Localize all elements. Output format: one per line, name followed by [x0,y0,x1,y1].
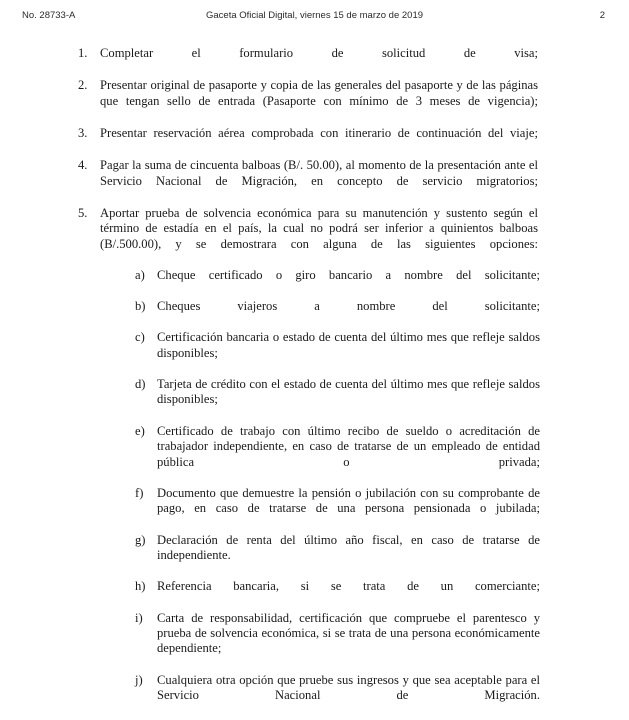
list-marker: d) [135,377,146,392]
list-marker: 2. [78,78,88,93]
requirements-list [0,46,629,719]
list-item [135,486,540,532]
list-marker: a) [135,267,145,282]
options-list [100,268,538,719]
list-item-text: Tarjeta de crédito con el estado de cuenta del último mes que refleje saldos disponibles; [157,377,540,407]
list-item-text: Cheques viajeros a nombre del solicitante; [157,299,540,313]
list-item [135,579,540,610]
list-marker: 1. [78,46,88,60]
list-item [135,611,540,673]
list-marker: b) [135,299,146,313]
list-marker: c) [135,330,145,345]
list-item [135,673,540,719]
document-body [0,46,629,720]
list-item-text: Carta de responsabilidad, certificación que compruebe el parentesco y prueba de solvencia económica, si se trata de una persona económicamente dependiente; [157,610,540,656]
document-number: No. 28733-A [22,10,76,21]
list-marker: e) [135,423,145,438]
list-item-text: Cheque certificado o giro bancario a nombre del solicitante; [157,267,540,282]
list-marker: h) [135,579,146,594]
list-item [78,46,538,77]
publication-title: Gaceta Oficial Digital, viernes 15 de marzo de 2019 [205,10,424,21]
list-marker: 5. [78,206,88,221]
list-item [135,377,540,423]
list-item [78,126,538,157]
list-marker: g) [135,532,146,547]
list-item-text: Presentar reservación aérea comprobada con itinerario de continuación del viaje; [100,126,538,141]
list-marker: j) [135,672,143,687]
list-marker: 4. [78,158,88,173]
list-item-text: Referencia bancaria, si se trata de un comerciante; [157,579,540,594]
list-item-text: Aportar prueba de solvencia económica para su manutención y sustento según el término de estadía en el país, la cual no podrá ser inferior a quinientos balboas (B/.500.00), y se demostrara con alguna de las siguientes opciones: [100,206,538,251]
list-item [135,330,540,376]
list-item [135,533,540,579]
list-item-text: Cualquiera otra opción que pruebe sus ingresos y que sea aceptable para el Servicio Nacional de Migración. [157,672,540,703]
list-marker: i) [135,610,143,625]
list-item [135,268,540,299]
list-item [78,158,538,204]
page-header [0,10,629,26]
list-marker: f) [135,485,144,500]
list-item-text: Declaración de renta del último año fiscal, en caso de tratarse de independiente. [157,532,540,562]
list-item-text: Completar el formulario de solicitud de visa; [100,46,538,60]
list-item [135,299,540,330]
list-item-text: Certificado de trabajo con último recibo de sueldo o acreditación de trabajador independiente, en caso de tratarse de un empleado de entidad pública o privada; [157,423,540,469]
list-item [78,78,538,124]
list-marker: 3. [78,126,88,141]
list-item-text: Certificación bancaria o estado de cuenta del último mes que refleje saldos disponibles; [157,330,540,360]
list-item-text: Pagar la suma de cincuenta balboas (B/. 50.00), al momento de la presentación ante el Servicio Nacional de Migración, en concepto de servicio migratorios; [100,158,538,188]
list-item [135,424,540,486]
list-item-text: Presentar original de pasaporte y copia de las generales del pasaporte y de las páginas que tengan sello de entrada (Pasaporte con mínimo de 3 meses de vigencia); [100,78,538,108]
list-item-text: Documento que demuestre la pensión o jubilación con su comprobante de pago, en caso de tratarse de una persona pensionada o jubilada; [157,485,540,516]
page-number: 2 [599,10,605,21]
list-item [78,206,538,719]
